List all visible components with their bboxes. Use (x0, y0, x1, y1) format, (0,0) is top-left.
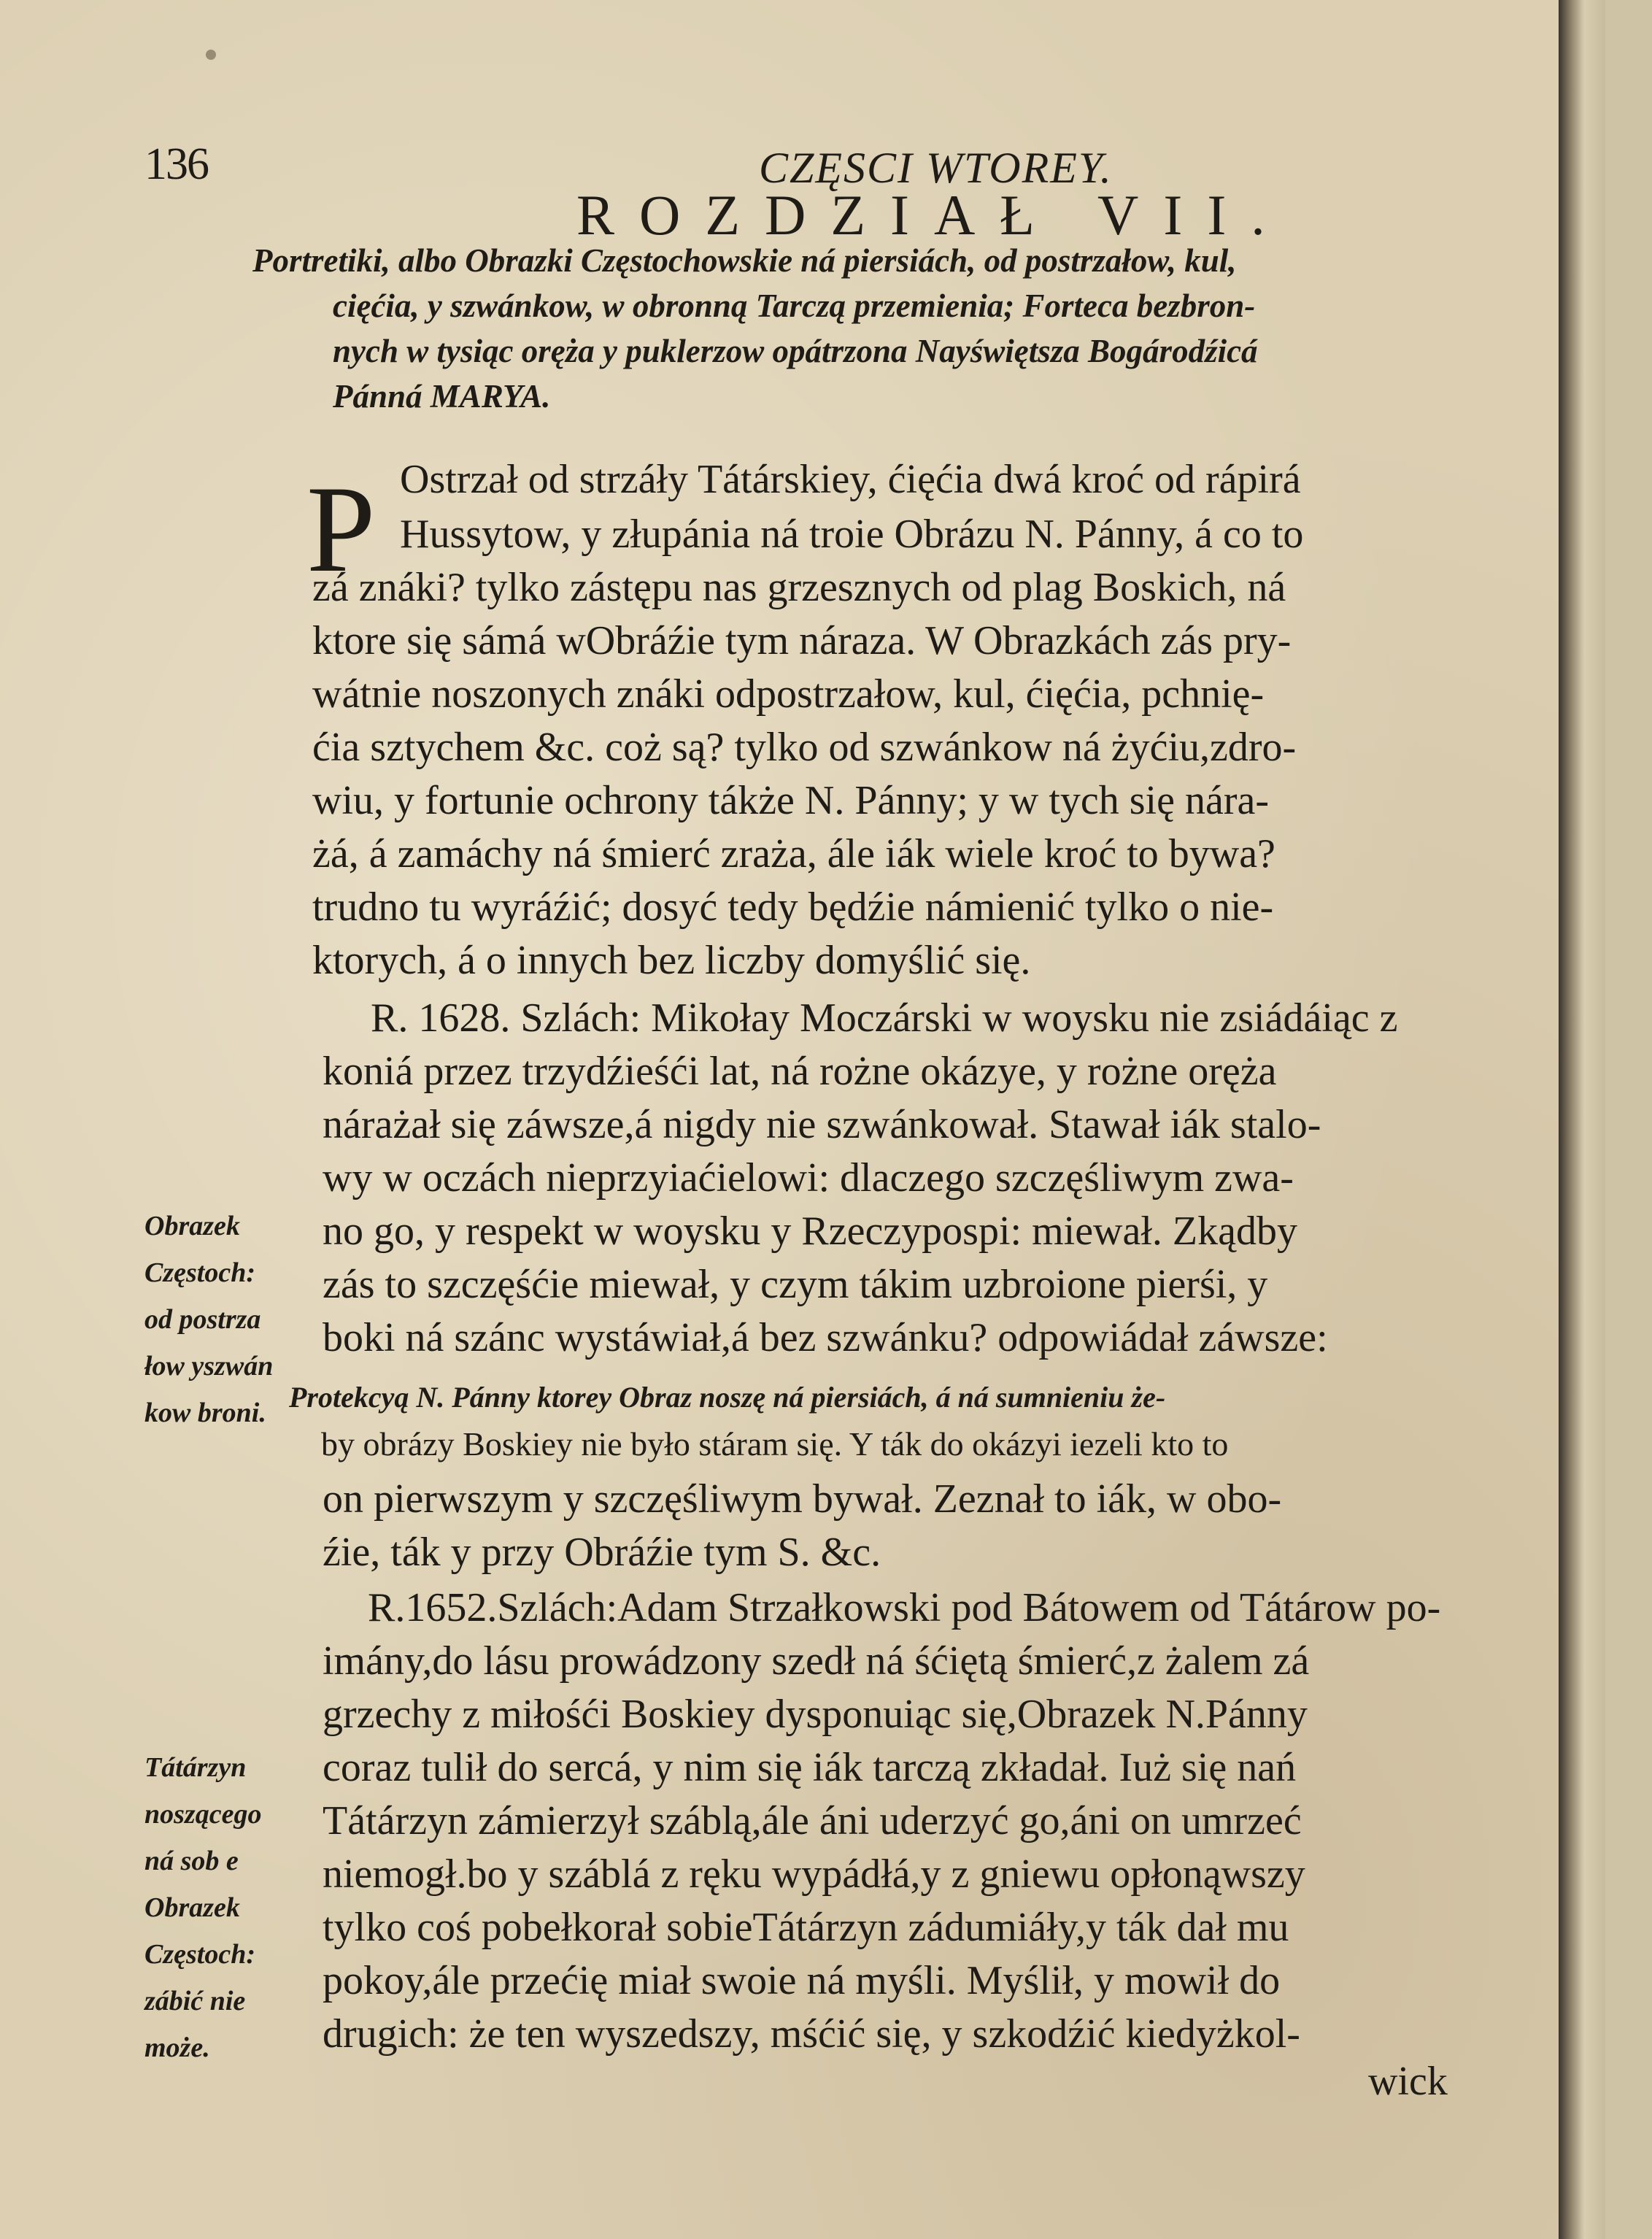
text-line: drugich: że ten wyszedszy, mśćić się, y szkodźić kiedyżkol- (323, 2011, 1300, 2057)
text-line: nárażał się záwsze,á nigdy nie szwánkował. Stawał iák stalo- (323, 1102, 1321, 1147)
marginal-note (144, 1744, 261, 2071)
text-line: grzechy z miłośći Boskiey dysponuiąc się,Obrazek N.Pánny (323, 1692, 1308, 1737)
text-line: R. 1628. Szlách: Mikołay Moczárski w woysku nie zsiádáiąc z (371, 995, 1398, 1041)
text-line: on pierwszym y szczęśliwym bywał. Zeznał to iák, w obo- (323, 1476, 1282, 1522)
text-line: trudno tu wyráźić; dosyć tedy będźie námienić tylko o nie- (312, 885, 1274, 930)
text-line: koniá przez trzydźieśći lat, ná rożne okázye, y rożne oręża (323, 1049, 1277, 1094)
summary-line: Portretiki, albo Obrazki Częstochowskie ná piersiách, od postrzałow, kul, (252, 242, 1237, 279)
marginal-line: Częstoch: (144, 1939, 255, 1970)
text-line: Hussytow, y złupánia ná troie Obrázu N. Pánny, á co to (400, 512, 1304, 557)
ink-spot (206, 50, 216, 60)
marginal-line: Tátárzyn (144, 1752, 247, 1783)
text-line: R.1652.Szlách:Adam Strzałkowski pod Bátowem od Tátárow po- (368, 1585, 1441, 1630)
text-line: źie, ták y przy Obráźie tym S. &c. (323, 1530, 881, 1575)
text-line: ktorych, á o innych bez liczby domyślić się. (312, 938, 1031, 983)
marginal-line: łow yszwán (144, 1351, 274, 1381)
text-line: wy w oczách nieprzyiaćielowi: dlaczego szczęśliwym zwa- (323, 1155, 1294, 1201)
text-line: ktore się sámá wObráźie tym náraza. W Obrazkách zás pry- (312, 618, 1292, 663)
text-line: żá, á zamáchy ná śmierć zraża, ále iák wiele kroć to bywa? (312, 831, 1275, 876)
text-line: Ostrzał od strzáły Tátárskiey, ćięćia dwá kroć od rápirá (400, 457, 1301, 502)
drop-cap: P (306, 460, 376, 598)
text-line: zás to szczęśćie miewał, y czym tákim uzbroione pierśi, y (323, 1262, 1268, 1307)
marginal-line: Obrazek (144, 1892, 240, 1923)
marginal-line: od postrza (144, 1304, 261, 1335)
running-head: CZĘSCI WTOREY. (759, 144, 1113, 192)
chapter-summary (252, 238, 1537, 419)
catchword: wick (1368, 2059, 1448, 2104)
marginal-line: ná sob e (144, 1846, 239, 1876)
marginal-line: może. (144, 2032, 210, 2063)
text-line: pokoy,ále przećię miał swoie ná myśli. Myślił, y mowił do (323, 1958, 1281, 2003)
text-line: ćia sztychem &c. coż są? tylko od szwánkow ná żyćiu,zdro- (312, 725, 1297, 770)
page-number: 136 (144, 139, 208, 189)
text-line: zá znáki? tylko zástępu nas grzesznych od plag Boskich, ná (312, 565, 1286, 610)
text-line: by obrázy Boskiey nie było stáram się. Y ták do okázyi iezeli kto to (321, 1425, 1229, 1463)
text-line: tylko coś pobełkorał sobieTátárzyn zádumiáły,y ták dał mu (323, 1905, 1289, 1950)
summary-line: nych w tysiąc oręża y puklerzow opátrzona Nayświętsza Bogárodźicá (333, 333, 1258, 369)
summary-line: cięćia, y szwánkow, w obronną Tarczą przemienia; Forteca bezbron- (333, 288, 1256, 324)
chapter-heading: ROZDZIAŁ VII. (576, 183, 1290, 247)
summary-line: Pánná MARYA. (333, 378, 551, 415)
text-line: coraz tulił do sercá, y nim się iák tarczą zkładał. Iuż się nań (323, 1745, 1297, 1790)
text-line: wiu, y fortunie ochrony tákże N. Pánny; y w tych się nára- (312, 778, 1269, 823)
marginal-line: noszącego (144, 1799, 262, 1830)
marginal-line: kow broni. (144, 1398, 266, 1428)
marginal-line: Obrazek (144, 1211, 240, 1241)
text-line: boki ná szánc wystáwiał,á bez szwánku? odpowiádał záwsze: (323, 1315, 1328, 1360)
text-line: niemogł.bo y száblá z ręku wypádłá,y z gniewu opłonąwszy (323, 1851, 1305, 1897)
marginal-line: zábić nie (144, 1986, 246, 2016)
marginal-note (144, 1203, 273, 1436)
marginal-line: Częstoch: (144, 1257, 255, 1288)
text-line: no go, y respekt w woysku y Rzeczypospi: miewał. Zkądby (323, 1209, 1297, 1254)
text-line: wátnie noszonych znáki odpostrzałow, kul, ćięćia, pchnię- (312, 671, 1265, 717)
text-line: imány,do lásu prowádzony szedł ná śćiętą śmierć,z żalem zá (323, 1638, 1310, 1684)
text-line: Tátárzyn zámierzył száblą,ále áni uderzyć go,áni on umrzeć (323, 1798, 1302, 1843)
page-gutter-edge (1559, 0, 1605, 2239)
text-line-italic: Protekcyą N. Pánny ktorey Obraz noszę ná piersiách, á ná sumnieniu że- (289, 1381, 1166, 1414)
